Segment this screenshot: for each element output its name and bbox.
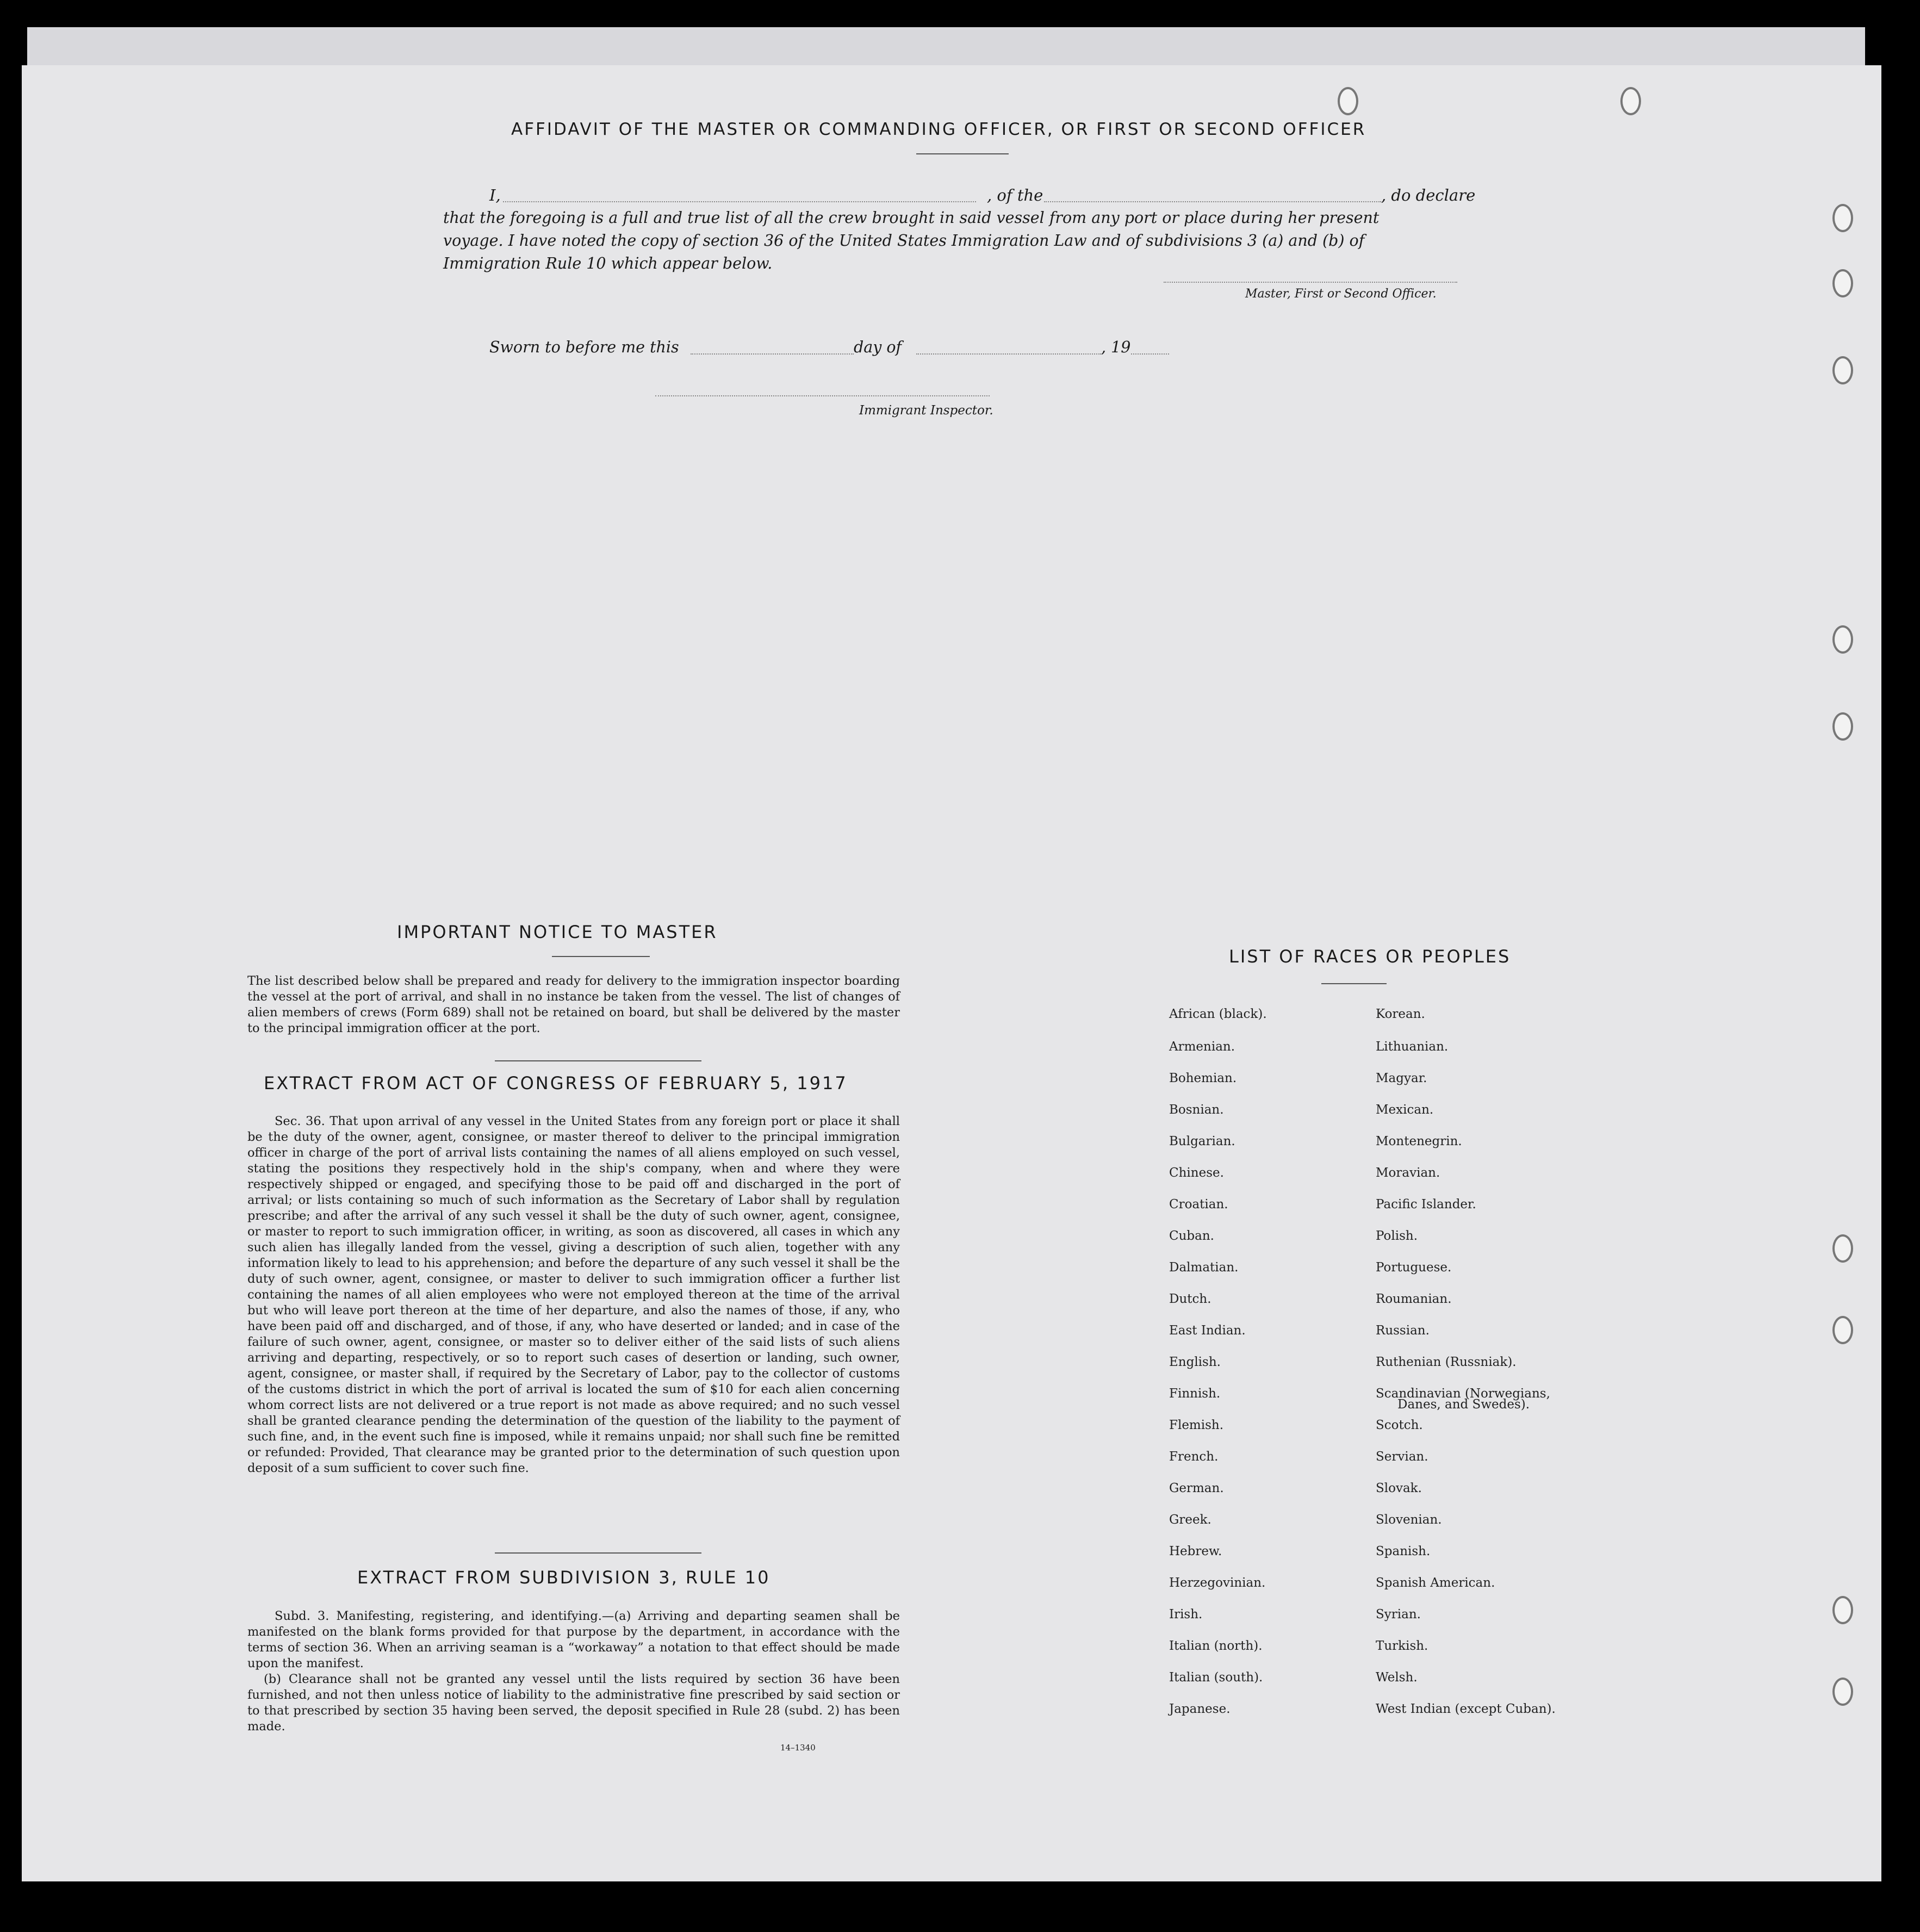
race-item: Turkish. [1376,1639,1428,1653]
race-item: East Indian. [1169,1324,1246,1338]
punch-hole [1832,625,1853,654]
act-text: Sec. 36. That upon arrival of any vessel in the United States from any foreign port or place it shall be the duty of the owner, agent, consignee, or master thereof to deliver to the principal immigration officer in charge of the port of arrival lists containing the names of all aliens employed on such vessel, stating the positions they respectively hold in the ship's company, when and where they were respectively shipped or engaged, and specifying those to be paid off and discharged in the port of arrival; or lists containing so much of such information as the Secretary of Labor shall by regulation prescribe; and after the arrival of any such vessel it shall be the duty of such owner, agent, consignee, or master to report to such immigration officer, in writing, as soon as discovered, all cases in which any such alien has illegally landed from the vessel, giving a description of such alien, together with any information likely to lead to his apprehension; and before the departure of any such vessel it shall be the duty of such owner, agent, consignee, or master to deliver to such immigration officer a further list containing the names of all alien employees who were not employed thereon at the time of the arrival but who will leave port thereon at the time of her departure, and also the names of those, if any, who have been paid off and discharged, and of those, if any, who have deserted or landed; and in case of the failure of such owner, agent, consignee, or master so to deliver either of the said lists of such aliens arriving and departing, respectively, or so to report such cases of desertion or landing, such owner, agent, consignee, or master shall, if required by the Secretary of Labor, pay to the collector of customs of the customs district in which the port of arrival is located the sum of $10 for each alien concerning whom correct lists are not delivered or a true report is not made as above required; and no such vessel shall be granted clearance pending the determination of the question of the liability to the payment of such fine, and, in the event such fine is imposed, while it remains unpaid; nor shall such fine be remitted or refunded: Provided, That clearance may be granted prior to the determination of such question upon deposit of a sum sufficient to cover such fine. [247,1114,900,1475]
day-blank [691,353,854,355]
punch-hole [1832,1678,1853,1706]
signature-label: Master, First or Second Officer. [1245,287,1437,301]
race-item: Armenian. [1169,1040,1235,1054]
affidavit-line3: voyage. I have noted the copy of section 36 of the United States Immigration Law and of subdivisions 3 (a) and (b) of [443,232,1365,250]
race-item: Danes, and Swedes). [1397,1397,1530,1412]
race-item: Portuguese. [1376,1260,1452,1275]
race-item: French. [1169,1450,1219,1464]
race-item: Italian (north). [1169,1639,1263,1653]
year-blank [1131,353,1169,355]
section-rule [495,1552,701,1554]
page-stack-edge [27,27,1865,71]
punch-hole [1832,204,1853,232]
race-item: Hebrew. [1169,1544,1222,1558]
notice-rule [552,956,650,957]
race-item: Scotch. [1376,1418,1423,1432]
race-item: Italian (south). [1169,1670,1263,1685]
punch-hole [1832,1596,1853,1624]
race-item: Montenegrin. [1376,1134,1462,1148]
race-item: Polish. [1376,1229,1418,1243]
notice-text: The list described below shall be prepared and ready for delivery to the immigration inspector boarding the vessel at the port of arrival, and shall in no instance be taken from the vessel. The list of changes of alien members of crews (Form 689) shall not be retained on board, but shall be delivered by the master to the principal immigration officer at the port. [247,974,900,1035]
punch-hole [1832,356,1853,384]
race-item: West Indian (except Cuban). [1376,1702,1556,1716]
race-item: Slovak. [1376,1481,1422,1495]
year-text: , 19 [1101,338,1131,356]
punch-hole [1832,1316,1853,1344]
race-item: Croatian. [1169,1197,1228,1212]
races-rule [1321,983,1387,984]
race-item: Flemish. [1169,1418,1224,1432]
affidavit-line4: Immigration Rule 10 which appear below. [443,254,773,272]
form-number: 14–1340 [780,1743,816,1753]
race-item: Bohemian. [1169,1071,1237,1085]
inspector-label: Immigrant Inspector. [859,403,993,418]
race-item: English. [1169,1355,1221,1369]
race-item: Finnish. [1169,1387,1221,1401]
day-of-text: day of [854,338,902,356]
race-item: Korean. [1376,1007,1425,1021]
race-item: Dalmatian. [1169,1260,1239,1275]
sworn-text: Sworn to before me this [489,338,679,356]
race-item: African (black). [1169,1007,1267,1021]
document-page [22,65,1881,1881]
act-title: EXTRACT FROM ACT OF CONGRESS OF FEBRUARY 5, 1917 [264,1073,848,1094]
punch-hole [1832,712,1853,741]
affidavit-line2: that the foregoing is a full and true list of all the crew brought in said vessel from any port or place during her present [443,209,1380,227]
vessel-blank [1044,201,1381,202]
race-item: Moravian. [1376,1166,1440,1180]
race-item: Roumanian. [1376,1292,1452,1306]
punch-hole [1338,87,1358,115]
notice-title: IMPORTANT NOTICE TO MASTER [397,922,718,942]
rule-title: EXTRACT FROM SUBDIVISION 3, RULE 10 [357,1567,771,1588]
race-item: Herzegovinian. [1169,1576,1266,1590]
affidavit-declare: , do declare [1381,186,1476,204]
punch-hole [1832,1234,1853,1263]
race-item: Mexican. [1376,1103,1434,1117]
race-item: Lithuanian. [1376,1040,1449,1054]
race-item: Greek. [1169,1513,1211,1527]
section-rule [495,1060,701,1061]
inspector-blank [655,395,990,396]
race-item: German. [1169,1481,1224,1495]
race-item: Bosnian. [1169,1103,1224,1117]
race-item: Welsh. [1376,1670,1418,1685]
signature-blank [1164,282,1457,283]
race-item: Scandinavian (Norwegians, [1376,1387,1550,1401]
month-blank [916,353,1101,355]
races-title: LIST OF RACES OR PEOPLES [1229,946,1511,967]
affidavit-title: AFFIDAVIT OF THE MASTER OR COMMANDING OFFICER, OR FIRST OR SECOND OFFICER [511,120,1366,139]
race-item: Ruthenian (Russniak). [1376,1355,1517,1369]
race-item: Spanish American. [1376,1576,1495,1590]
race-item: Pacific Islander. [1376,1197,1476,1212]
rule-text-a: Subd. 3. Manifesting, registering, and identifying.—(a) Arriving and departing seamen shall be manifested on the blank forms provided for that purpose by the department, in accordance with the terms of section 36. When an arriving seaman is a “workaway” a notation to that effect should be made upon the manifest. [247,1609,900,1670]
race-item: Cuban. [1169,1229,1214,1243]
race-item: Magyar. [1376,1071,1427,1085]
affidavit-i: I, [489,186,501,204]
race-item: Chinese. [1169,1166,1224,1180]
rule-text-b: (b) Clearance shall not be granted any vessel until the lists required by section 36 have been furnished, and not then unless notice of liability to the administrative fine prescribed by said section or to that prescribed by section 35 having been served, the deposit specified in Rule 28 (subd. 2) has been made. [247,1672,900,1734]
race-item: Slovenian. [1376,1513,1442,1527]
punch-hole [1620,87,1641,115]
race-item: Servian. [1376,1450,1428,1464]
name-blank [503,201,976,202]
race-item: Irish. [1169,1607,1203,1622]
affidavit-of-the: , of the [987,186,1043,204]
title-rule [916,153,1009,154]
race-item: Japanese. [1169,1702,1231,1716]
race-item: Dutch. [1169,1292,1211,1306]
race-item: Russian. [1376,1324,1430,1338]
race-item: Spanish. [1376,1544,1431,1558]
race-item: Syrian. [1376,1607,1421,1622]
race-item: Bulgarian. [1169,1134,1235,1148]
punch-hole [1832,269,1853,297]
